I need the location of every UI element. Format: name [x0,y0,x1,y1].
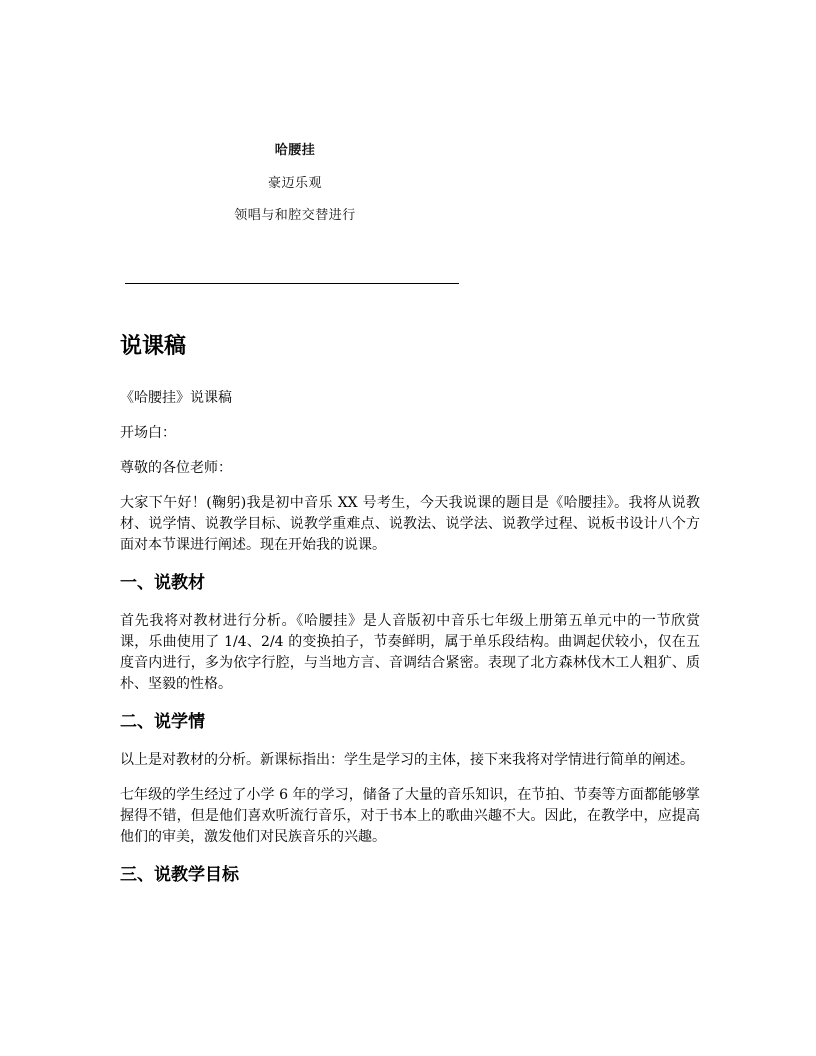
section-heading-textbook: 一、说教材 [120,573,205,593]
greeting-line: 尊敬的各位老师： [120,460,232,476]
section-paragraph: 首先我将对教材进行分析。《哈腰挂》是人音版初中音乐七年级上册第五单元中的一节欣赏课，乐曲使用了 1/4、2/4 的变换拍子，节奏鲜明，属于单乐段结构。曲调起伏较小，仅在五度音内进行，多为依字行腔，与当地方言、音调结合紧密。表现了北方森林伐木工人粗犷、质朴、坚毅的性格。 [120,613,700,692]
intro-paragraph: 大家下午好！(鞠躬)我是初中音乐 XX 号考生，今天我说课的题目是《哈腰挂》。我将从说教材、说学情、说教学目标、说教学重难点、说教法、说学法、说教学过程、说板书设计八个方面对本节课进行阐述。现在开始我的说课。 [120,495,700,553]
section-heading-students: 二、说学情 [120,712,205,732]
horizontal-divider [125,283,459,284]
section-heading-objectives: 三、说教学目标 [120,865,239,885]
song-subtitle-mood: 豪迈乐观 [267,176,322,191]
section-paragraph: 以上是对教材的分析。新课标指出：学生是学习的主体，接下来我将对学情进行简单的阐述。 [120,752,694,768]
lesson-title-line: 《哈腰挂》说课稿 [120,390,232,406]
opening-label: 开场白： [120,425,176,441]
document-body [120,330,700,903]
song-title: 哈腰挂 [274,143,316,158]
document-title: 说课稿 [120,334,187,359]
section-paragraph: 七年级的学生经过了小学 6 年的学习，储备了大量的音乐知识，在节拍、节奏等方面都能够掌握得不错，但是他们喜欢听流行音乐，对于书本上的歌曲兴趣不大。因此，在教学中，应提高他们的审美，激发他们对民族音乐的兴趣。 [120,787,700,845]
song-subtitle-form: 领唱与和腔交替进行 [234,208,356,223]
